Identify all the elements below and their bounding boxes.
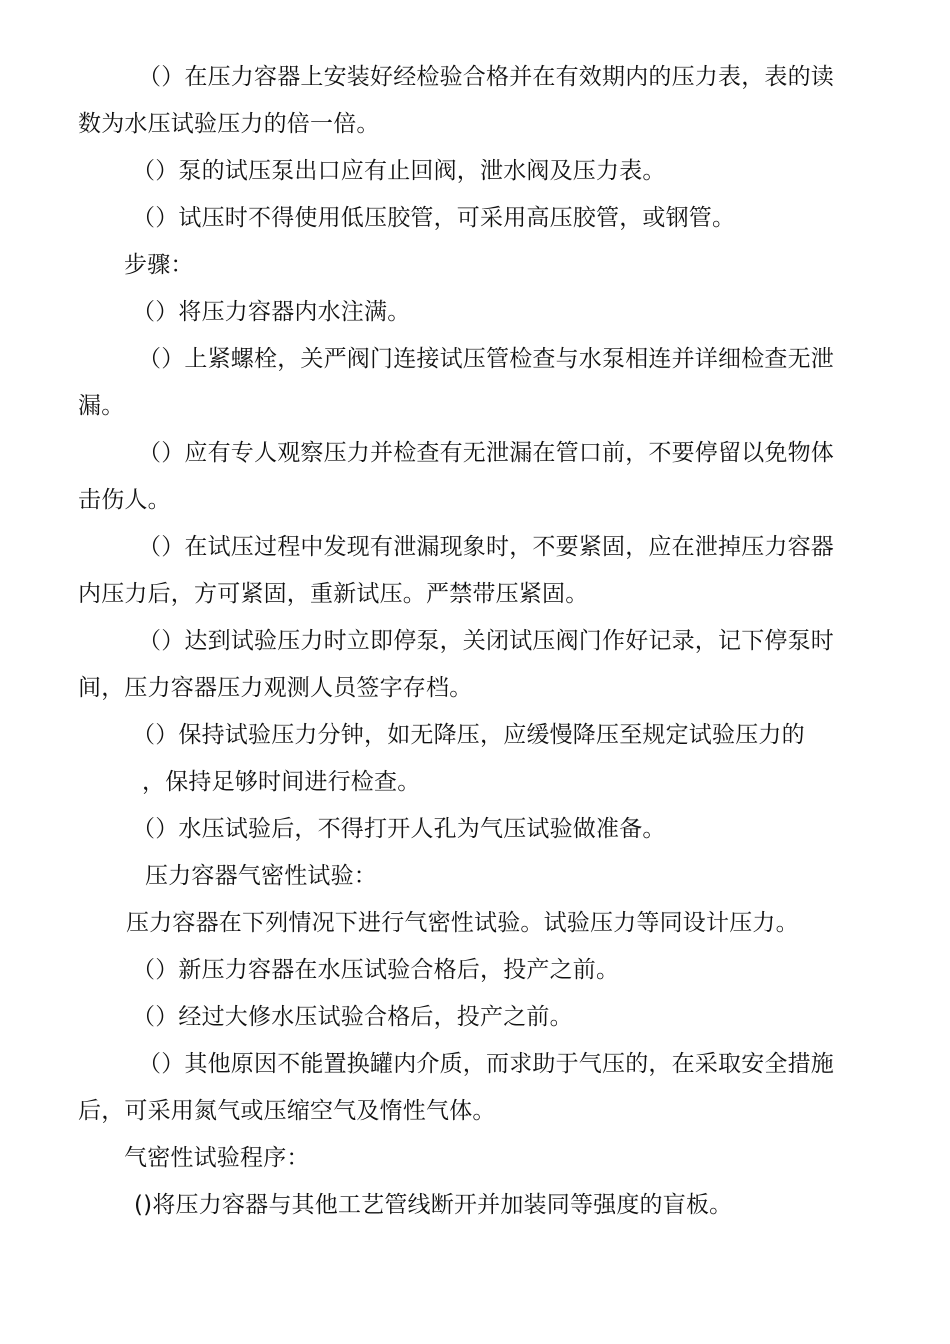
paragraph-line: （）达到试验压力时立即停泵，关闭试压阀门作好记录，记下停泵时 xyxy=(138,628,834,654)
paragraph-line: 后，可采用氮气或压缩空气及惰性气体。 xyxy=(78,1098,496,1124)
paragraph-line: （）水压试验后，不得打开人孔为气压试验做准备。 xyxy=(132,816,666,842)
paragraph-line: 击伤人。 xyxy=(78,487,171,513)
paragraph-line: 内压力后，方可紧固，重新试压。严禁带压紧固。 xyxy=(78,581,589,607)
paragraph-line: （）保持试验压力分钟，如无降压，应缓慢降压至规定试验压力的 xyxy=(132,722,805,748)
section-heading: 压力容器气密性试验： xyxy=(145,863,377,889)
section-heading: 步骤： xyxy=(124,252,194,278)
paragraph-line: 漏。 xyxy=(78,393,125,419)
paragraph-line: （）上紧螺栓，关严阀门连接试压管检查与水泵相连并详细检查无泄 xyxy=(138,346,834,372)
paragraph-line: （）应有专人观察压力并检查有无泄漏在管口前，不要停留以免物体 xyxy=(138,440,834,466)
paragraph-line: （）将压力容器内水注满。 xyxy=(132,299,411,325)
paragraph-line: （）经过大修水压试验合格后，投产之前。 xyxy=(132,1004,573,1030)
paragraph-line: 数为水压试验压力的倍一倍。 xyxy=(78,111,380,137)
paragraph-line: 间，压力容器压力观测人员签字存档。 xyxy=(78,675,473,701)
section-heading: 气密性试验程序： xyxy=(124,1145,310,1171)
paragraph-line: （）在压力容器上安装好经检验合格并在有效期内的压力表，表的读 xyxy=(138,64,834,90)
paragraph-line: （）试压时不得使用低压胶管，可采用高压胶管，或钢管。 xyxy=(132,205,736,231)
paragraph-line: 压力容器在下列情况下进行气密性试验。试验压力等同设计压力。 xyxy=(126,910,799,936)
paragraph-line: ()将压力容器与其他工艺管线断开并加装同等强度的盲板。 xyxy=(134,1192,733,1218)
paragraph-line: ，保持足够时间进行检查。 xyxy=(142,769,421,795)
paragraph-line: （）其他原因不能置换罐内介质，而求助于气压的，在采取安全措施 xyxy=(138,1051,834,1077)
paragraph-line: （）泵的试压泵出口应有止回阀，泄水阀及压力表。 xyxy=(132,158,666,184)
paragraph-line: （）新压力容器在水压试验合格后，投产之前。 xyxy=(132,957,620,983)
paragraph-line: （）在试压过程中发现有泄漏现象时，不要紧固，应在泄掉压力容器 xyxy=(138,534,834,560)
